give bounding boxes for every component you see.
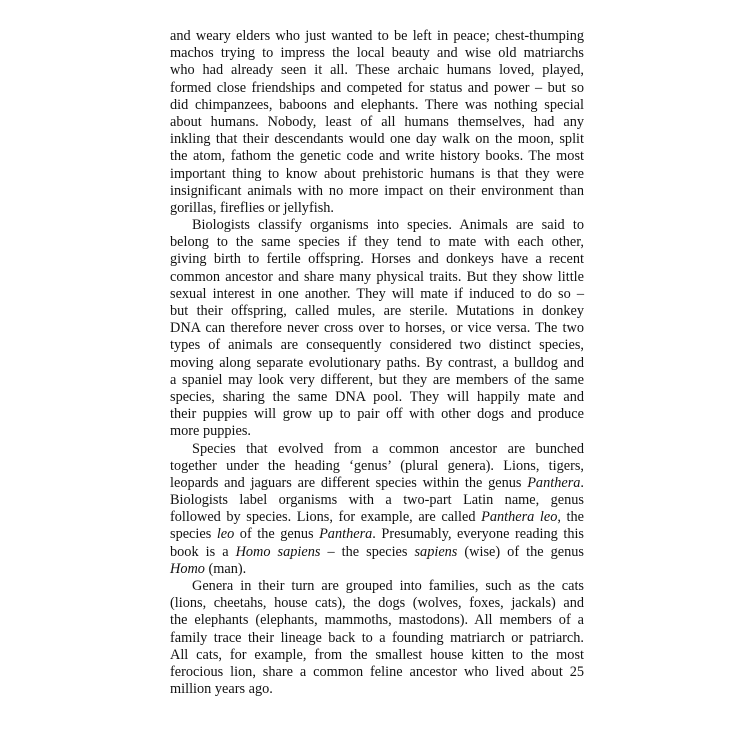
text-segment: inkling that their descendants would one day walk on the moon, split	[170, 131, 584, 148]
text-segment: Genera in their turn are grouped into families, such as the cats	[192, 578, 584, 594]
text-line	[170, 183, 584, 200]
text-segment: their puppies will grow up to pair off with other dogs and produce	[170, 406, 584, 423]
text-segment: common ancestor and share many physical traits. But they show little	[170, 268, 584, 285]
text-line	[170, 80, 584, 97]
text-line	[170, 200, 584, 217]
text-segment: All cats, for example, from the smallest house kitten to the most	[170, 646, 584, 663]
text-line	[170, 664, 584, 681]
italic-term: leo	[216, 526, 235, 543]
text-segment: machos trying to impress the local beauty and wise old matriarchs	[170, 45, 584, 62]
text-line	[170, 526, 584, 543]
paragraph	[170, 578, 584, 698]
text-line	[170, 372, 584, 389]
text-line	[170, 406, 584, 423]
text-segment: formed close friendships and competed for status and power – but so	[170, 79, 584, 96]
text-segment: important thing to know about prehistoric humans is that they were	[170, 165, 584, 182]
text-segment: – the species	[320, 543, 415, 560]
paragraph	[170, 28, 584, 217]
text-line	[170, 337, 584, 354]
text-line	[170, 45, 584, 62]
text-line	[170, 389, 584, 406]
text-line	[170, 28, 584, 45]
text-line	[170, 166, 584, 183]
italic-term: Homo sapiens	[235, 543, 321, 560]
text-segment: a spaniel may look very different, but they are members of the same	[170, 371, 584, 388]
text-segment: .	[580, 474, 584, 491]
italic-term: Panthera	[319, 526, 373, 543]
text-segment: types of animals are consequently considered two distinct species,	[170, 337, 584, 354]
text-segment: species	[170, 526, 217, 543]
text-segment: , the	[557, 509, 584, 526]
text-line	[170, 647, 584, 664]
text-line	[170, 251, 584, 268]
italic-term: Panthera	[527, 474, 581, 491]
text-line	[170, 475, 584, 492]
text-line	[170, 355, 584, 372]
text-segment: more puppies.	[170, 423, 251, 440]
text-segment: book is a	[170, 543, 236, 560]
text-segment: insignificant animals with no more impact on their environment than	[170, 182, 584, 199]
text-line	[170, 595, 584, 612]
italic-term: Homo	[170, 560, 205, 577]
text-segment: moving along separate evolutionary paths. By contrast, a bulldog and	[170, 354, 584, 371]
text-segment: sexual interest in one another. They will mate if induced to do so –	[170, 285, 584, 302]
text-segment: followed by species. Lions, for example, are called	[170, 509, 482, 526]
text-segment: leopards and jaguars are different species within the genus	[170, 474, 528, 491]
text-segment: the atom, fathom the genetic code and write history books. The most	[170, 148, 584, 165]
text-segment: million years ago.	[170, 681, 273, 698]
text-line	[170, 217, 584, 234]
italic-term: sapiens	[414, 543, 458, 560]
text-segment: did chimpanzees, baboons and elephants. There was nothing special	[170, 96, 584, 113]
text-line	[170, 630, 584, 647]
text-line	[170, 286, 584, 303]
text-segment: DNA can therefore never cross over to horses, or vice versa. The two	[170, 320, 584, 337]
text-segment: (man).	[204, 560, 247, 577]
text-line	[170, 578, 584, 595]
text-line	[170, 234, 584, 251]
text-segment: (lions, cheetahs, house cats), the dogs (wolves, foxes, jackals) and	[170, 595, 584, 612]
text-segment: of the genus	[234, 526, 320, 543]
text-line	[170, 269, 584, 286]
text-segment: Biologists classify organisms into species. Animals are said to	[192, 217, 584, 234]
text-segment: the elephants (elephants, mammoths, mastodons). All members of a	[170, 612, 584, 629]
text-segment: giving birth to fertile offspring. Horses and donkeys have a recent	[170, 251, 584, 268]
text-line	[170, 131, 584, 148]
body-text	[170, 28, 584, 698]
text-segment: and weary elders who just wanted to be left in peace; chest-thumping	[170, 28, 584, 44]
paragraph	[170, 441, 584, 579]
text-line	[170, 97, 584, 114]
paragraph	[170, 217, 584, 440]
text-segment: about humans. Nobody, least of all humans themselves, had any	[170, 113, 584, 130]
text-line	[170, 62, 584, 79]
text-segment: family trace their lineage back to a founding matriarch or patriarch.	[170, 629, 584, 646]
text-line	[170, 612, 584, 629]
text-segment: but their offspring, called mules, are sterile. Mutations in donkey	[170, 303, 584, 319]
text-line	[170, 423, 584, 440]
text-line	[170, 458, 584, 475]
text-segment: belong to the same species if they tend to mate with each other,	[170, 234, 584, 251]
text-line	[170, 320, 584, 337]
text-line	[170, 681, 584, 698]
text-line	[170, 441, 584, 458]
text-line	[170, 303, 584, 320]
text-line	[170, 509, 584, 526]
text-segment: who had already seen it all. These archaic humans loved, played,	[170, 62, 584, 79]
text-segment: together under the heading ‘genus’ (plural genera). Lions, tigers,	[170, 457, 584, 474]
text-line	[170, 148, 584, 165]
text-line	[170, 492, 584, 509]
text-line	[170, 561, 584, 578]
text-line	[170, 544, 584, 561]
text-segment: Biologists label organisms with a two-part Latin name, genus	[170, 492, 584, 509]
text-line	[170, 114, 584, 131]
text-segment: gorillas, fireflies or jellyfish.	[170, 199, 334, 216]
text-segment: Species that evolved from a common ancestor are bunched	[192, 440, 584, 457]
text-segment: (wise) of the genus	[457, 543, 584, 560]
text-segment: species, sharing the same DNA pool. They will happily mate and	[170, 388, 584, 405]
text-segment: ferocious lion, share a common feline ancestor who lived about 25	[170, 663, 584, 680]
italic-term: Panthera leo	[481, 509, 558, 526]
text-segment: . Presumably, everyone reading this	[372, 526, 585, 543]
